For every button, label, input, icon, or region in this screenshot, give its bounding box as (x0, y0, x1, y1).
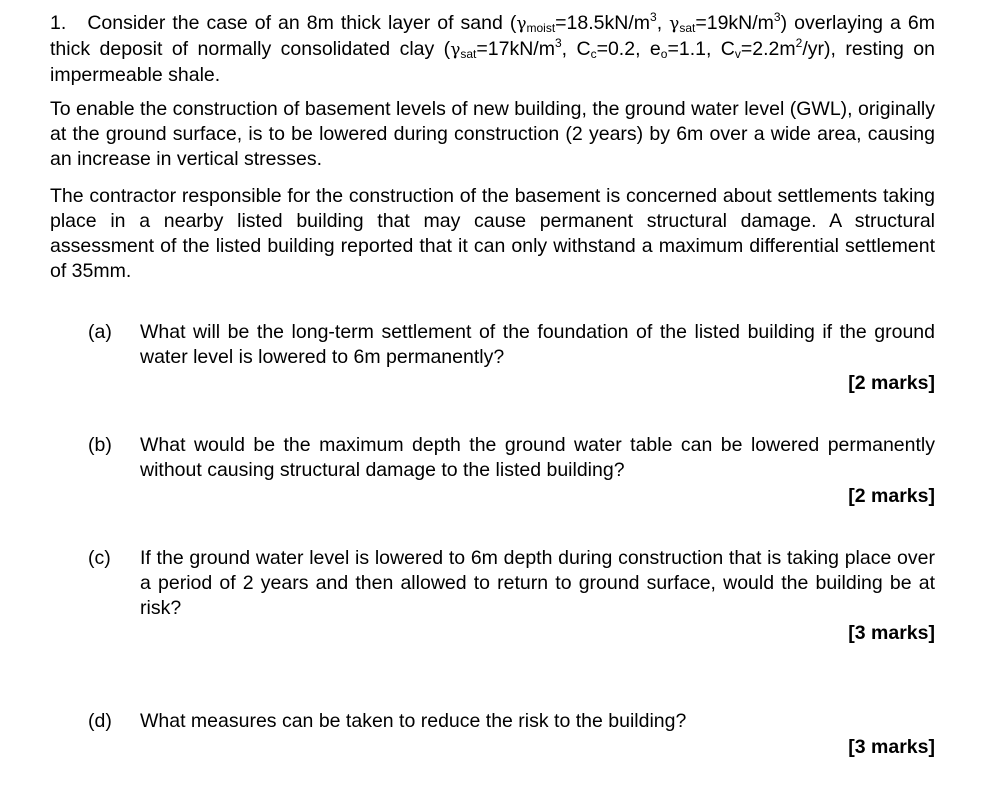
part-b-marks: [2 marks] (848, 485, 935, 507)
part-a-text: What will be the long-term settlement of the foundation of the listed building if the ground water level is lowered to 6m permanently? (140, 321, 935, 368)
paragraph-contractor: The contractor responsible for the construction of the basement is concerned about settlements taking place in a nearby listed building that may cause permanent structural damage. A structural assessment of the listed building reported that it can only withstand a maximum differential settlement of 35mm. (50, 185, 935, 282)
part-b-label: (b) (88, 434, 112, 456)
part-c-marks: [3 marks] (848, 622, 935, 644)
part-d-label: (d) (88, 710, 112, 732)
part-a-label: (a) (88, 321, 112, 343)
paragraph-gwl: To enable the construction of basement levels of new building, the ground water level (GWL), originally at the ground surface, is to be lowered during construction (2 years) by 6m over a wide area, causing an increase in vertical stresses. (50, 98, 935, 170)
part-a-marks: [2 marks] (848, 372, 935, 394)
question-number: 1. (50, 12, 67, 34)
part-d-marks: [3 marks] (848, 736, 935, 758)
part-c-text: If the ground water level is lowered to 6m depth during construction that is taking place over a period of 2 years and then allowed to return to ground surface, would the building be at risk? (140, 547, 935, 619)
part-d-text: What measures can be taken to reduce the risk to the building? (140, 710, 687, 732)
part-c-label: (c) (88, 547, 111, 569)
question-intro: 1. Consider the case of an 8m thick layer of sand ($\gamma_{moist}=18.5kN/m^3$, $\gamma_{sat}=19kN/m^3$) overlaying a 6m thick deposit of normally consolidated clay ($\gamma_{sat}=17kN/m^3$, $C_c=0.2$, $e_o=1.1$, $C_v=2.2m^2/yr$), resting on impermeable shale. (50, 10, 935, 86)
part-b-text: What would be the maximum depth the ground water table can be lowered permanently without causing structural damage to the listed building? (140, 434, 935, 481)
